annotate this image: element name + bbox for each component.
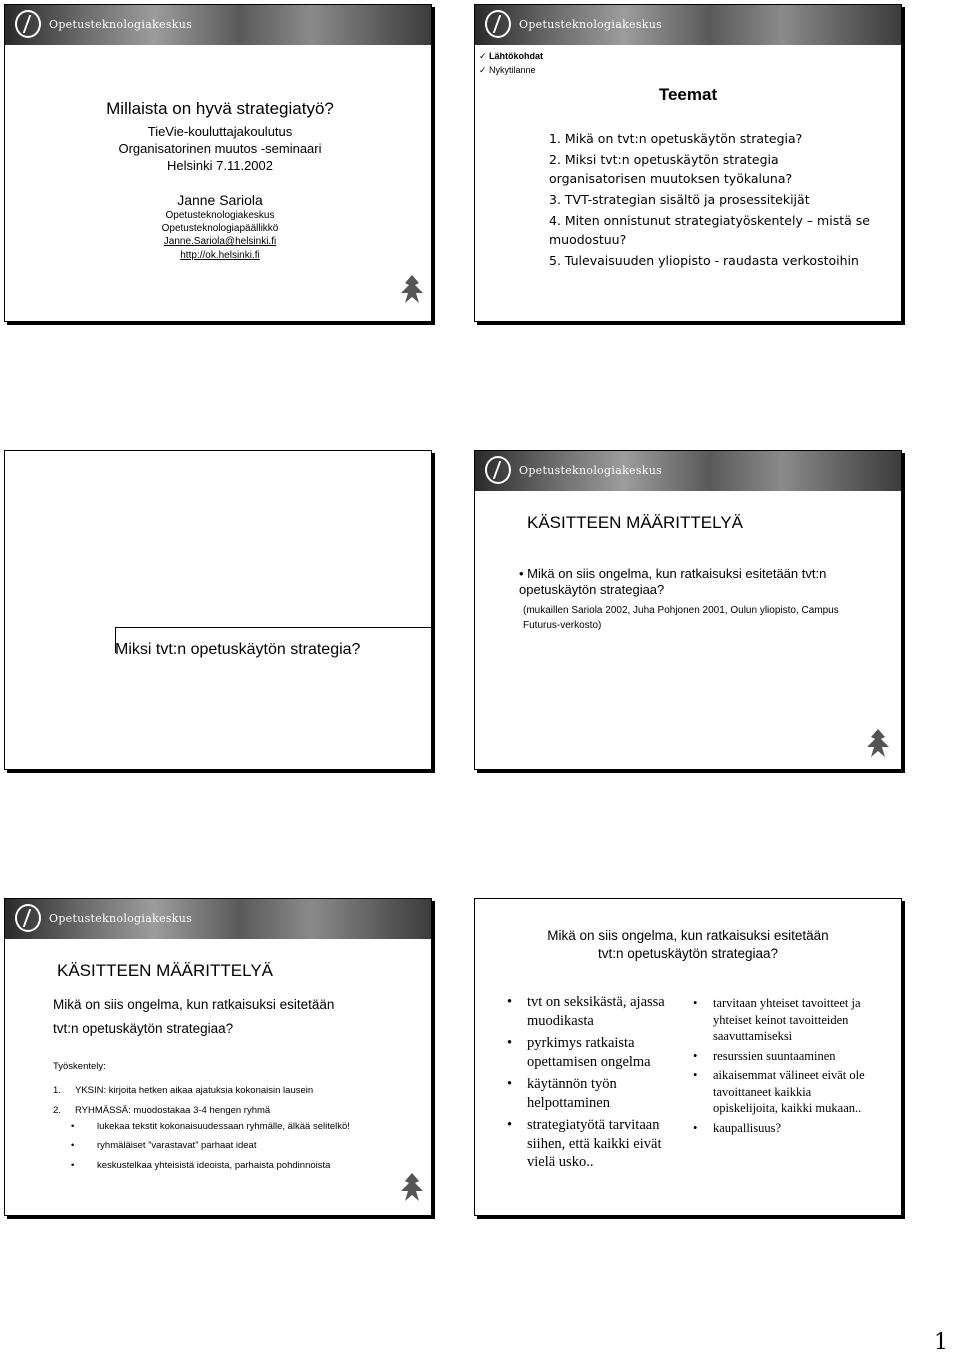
org-line-1: Opetusteknologiakeskus bbox=[165, 210, 275, 221]
list-item: • aikaisemmat välineet eivät ole tavoittaneet kaikkia opiskelijoita, kaikki mukaan.. bbox=[693, 1068, 865, 1115]
email-link[interactable]: Janne.Sariola@helsinki.fi bbox=[163, 236, 277, 247]
work-label: Työskentely: bbox=[53, 1061, 106, 1072]
list-item: • tarvitaan yhteiset tavoitteet ja yhteiset keinot tavoitteiden saavuttamiseksi bbox=[693, 996, 861, 1043]
list-item: 5. Tulevaisuuden yliopisto - raudasta verkostoihin bbox=[549, 253, 859, 268]
subtitle-line-1: TieVie-kouluttajakoulutus bbox=[147, 124, 293, 139]
slide-1 bbox=[4, 4, 432, 322]
slide-3 bbox=[4, 450, 432, 770]
bullet-icon: • bbox=[693, 996, 698, 1010]
slide-title: Miksi tvt:n opetuskäytön strategia? bbox=[115, 641, 361, 658]
list-item: 3. TVT-strategian sisältö ja prosessitekijät bbox=[549, 192, 810, 207]
sub-item: • ryhmäläiset ”varastavat” parhaat ideat bbox=[71, 1140, 257, 1151]
checklist-item: ✓ Lähtökohdat bbox=[479, 51, 544, 61]
bullet-icon: • bbox=[507, 994, 513, 1010]
logo-icon bbox=[485, 456, 511, 484]
list-item: 2. Miksi tvt:n opetuskäytön strategia organisatorisen muutoksen työkaluna? bbox=[549, 152, 793, 186]
question-line-2: tvt:n opetuskäytön strategiaa? bbox=[53, 1021, 234, 1036]
bullet-icon: • bbox=[693, 1068, 698, 1082]
banner-text: Opetusteknologiakeskus bbox=[49, 18, 193, 31]
logo-icon bbox=[15, 904, 41, 932]
author-name: Janne Sariola bbox=[177, 192, 263, 208]
subtitle-line-3: Helsinki 7.11.2002 bbox=[167, 158, 273, 173]
bullet-icon: • bbox=[693, 1048, 698, 1063]
sub-item: • lukekaa tekstit kokonaisuudessaan ryhmälle, älkää selitelkö! bbox=[71, 1121, 350, 1132]
website-link[interactable]: http://ok.helsinki.fi bbox=[180, 250, 260, 261]
slide-heading: KÄSITTEEN MÄÄRITTELYÄ bbox=[527, 513, 744, 532]
sub-item: • keskustelkaa yhteisistä ideoista, parhaista pohdinnoista bbox=[71, 1160, 331, 1171]
bullet-icon: • bbox=[71, 1121, 75, 1132]
bullet-icon: • bbox=[71, 1140, 75, 1151]
slide-4 bbox=[474, 450, 902, 770]
check-icon: ✓ bbox=[479, 51, 490, 61]
slide-5 bbox=[4, 898, 432, 1216]
bullet-icon: • bbox=[693, 1120, 698, 1135]
step-item: 1. YKSIN: kirjoita hetken aikaa ajatuksia kokonaisin lausein bbox=[53, 1085, 314, 1096]
list-item: • tvt on seksikästä, ajassa muodikasta bbox=[507, 994, 665, 1029]
list-item: 4. Miten onnistunut strategiatyöskentely – mistä se muodostuu? bbox=[549, 213, 870, 247]
org-line-2: Opetusteknologiapäällikkö bbox=[161, 223, 279, 234]
logo-icon bbox=[485, 10, 511, 38]
banner-text: Opetusteknologiakeskus bbox=[519, 464, 663, 477]
step-item: 2. RYHMÄSSÄ: muodostakaa 3-4 hengen ryhmä bbox=[53, 1105, 271, 1116]
list-item: 1. Mikä on tvt:n opetuskäytön strategia? bbox=[549, 131, 803, 146]
university-seal-icon bbox=[397, 1171, 427, 1205]
list-item: • resurssien suuntaaminen bbox=[693, 1048, 836, 1063]
bullet-icon: • bbox=[519, 566, 528, 581]
slide-heading: Teemat bbox=[658, 85, 718, 104]
question-line-1: Mikä on siis ongelma, kun ratkaisuksi esitetään bbox=[53, 997, 335, 1012]
slide-title: Millaista on hyvä strategiatyö? bbox=[106, 99, 334, 118]
banner-text: Opetusteknologiakeskus bbox=[49, 912, 193, 925]
bullet-icon: • bbox=[507, 1035, 513, 1051]
university-seal-icon bbox=[397, 273, 427, 307]
banner bbox=[5, 5, 431, 45]
heading-line-1: Mikä on siis ongelma, kun ratkaisuksi esitetään bbox=[547, 928, 829, 943]
banner bbox=[475, 451, 901, 491]
bullet-icon: • bbox=[507, 1076, 513, 1092]
university-seal-icon bbox=[863, 727, 893, 761]
banner bbox=[475, 5, 901, 45]
check-icon: ✓ bbox=[479, 65, 490, 75]
slide-2 bbox=[474, 4, 902, 322]
slide-heading: KÄSITTEEN MÄÄRITTELYÄ bbox=[57, 961, 274, 980]
list-item: • kaupallisuus? bbox=[693, 1120, 782, 1135]
page-number: 1 bbox=[934, 1330, 948, 1355]
banner bbox=[5, 899, 431, 939]
list-item: • käytännön työn helpottaminen bbox=[507, 1076, 617, 1111]
source-text: (mukaillen Sariola 2002, Juha Pohjonen 2001, Oulun yliopisto, Campus Futurus-verkosto) bbox=[523, 605, 839, 631]
logo-icon bbox=[15, 10, 41, 38]
question-text: Mikä on siis ongelma, kun ratkaisuksi esitetään tvt:n opetuskäytön strategiaa? bbox=[519, 566, 827, 597]
bullet-icon: • bbox=[71, 1160, 75, 1171]
checklist-item: ✓ Nykytilanne bbox=[479, 65, 536, 75]
list-item: • pyrkimys ratkaista opettamisen ongelma bbox=[507, 1035, 651, 1070]
slide-6 bbox=[474, 898, 902, 1216]
list-item: • strategiatyötä tarvitaan siihen, että kaikki eivät vielä usko.. bbox=[507, 1117, 662, 1170]
bullet-icon: • bbox=[507, 1117, 513, 1133]
heading-line-2: tvt:n opetuskäytön strategiaa? bbox=[597, 946, 779, 961]
subtitle-line-2: Organisatorinen muutos -seminaari bbox=[118, 141, 322, 156]
banner-text: Opetusteknologiakeskus bbox=[519, 18, 663, 31]
